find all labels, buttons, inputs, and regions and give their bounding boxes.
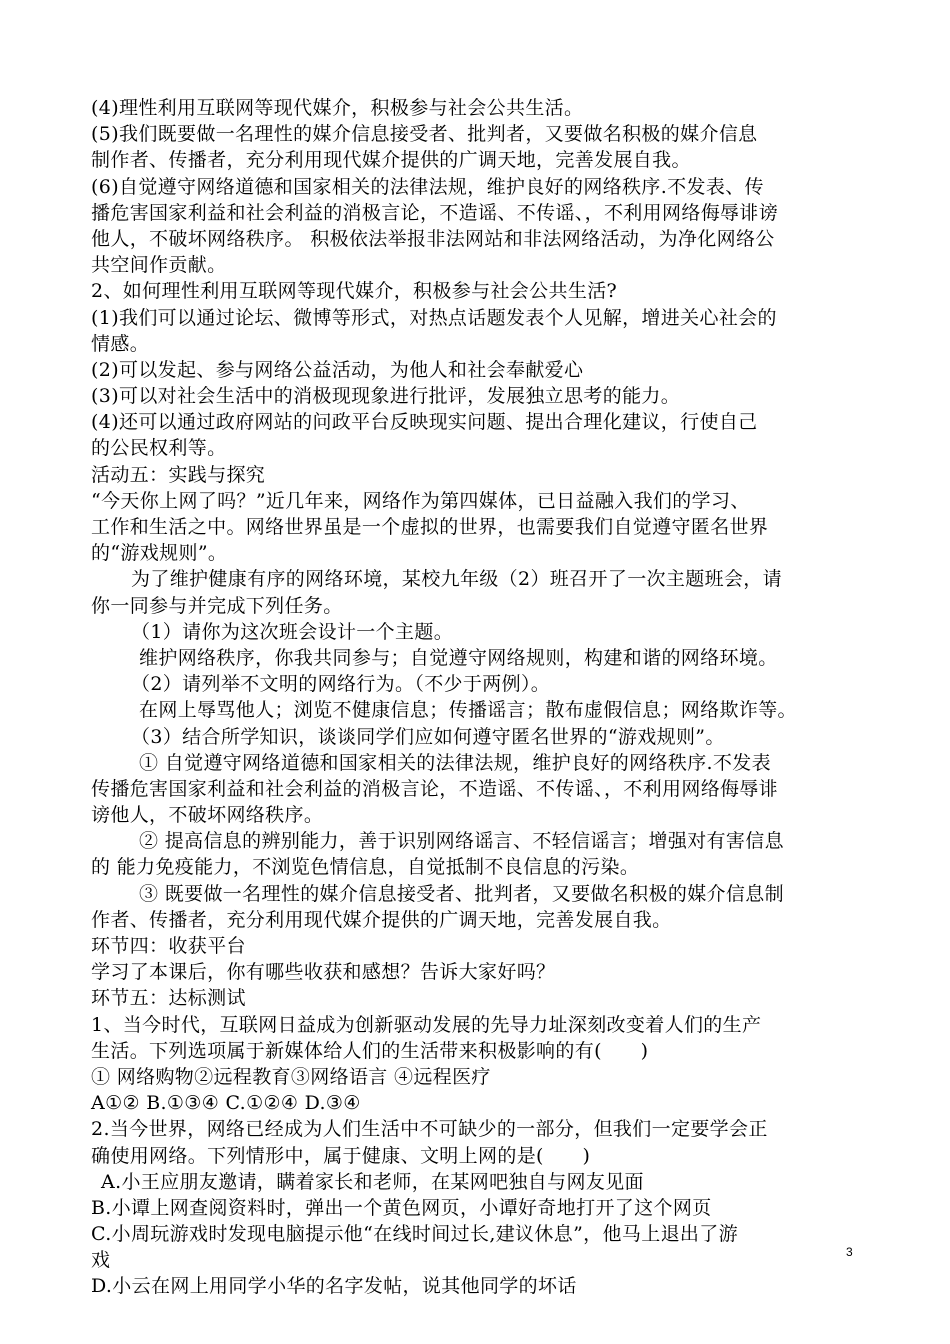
text-line: (6)自觉遵守网络道德和国家相关的法律法规，维护良好的网络秩序.不发表、传 [91,175,764,198]
task-prompt: （1）请你为这次班会设计一个主题。 [131,620,454,643]
text-line: 传播危害国家利益和社会利益的消极言论，不造谣、不传谣、，不利用网络侮辱诽 [91,777,779,800]
text-line: (5)我们既要做一名理性的媒介信息接受者、批判者，又要做名积极的媒介信息 [91,123,758,146]
text-line: 为了维护健康有序的网络环境，某校九年级（2）班召开了一次主题班会，请 [131,568,782,591]
document-body [91,95,861,1300]
text-line: 学习了本课后，你有哪些收获和感想？告诉大家好吗？ [91,961,556,984]
text-line: 他人，不破坏网络秩序。 积极依法举报非法网站和非法网络活动，为净化网络公 [91,227,775,250]
question-option: A.小王应朋友邀请，瞒着家长和老师，在某网吧独自与网友见面 [101,1170,644,1193]
question-text: 1、当今时代，互联网日益成为创新驱动发展的先导力址深刻改变着人们的生产 [91,1013,762,1036]
question-option: B.小谭上网查阅资料时，弹出一个黄色网页，小谭好奇地打开了这个网页 [91,1196,712,1219]
question-option: D.小云在网上用同学小华的名字发帖，说其他同学的坏话 [91,1275,577,1298]
task-answer: 维护网络秩序，你我共同参与；自觉遵守网络规则，构建和谐的网络环境。 [139,646,778,669]
question-option: C.小周玩游戏时发现电脑提示他“在线时间过长,建议休息”，他马上退出了游 [91,1223,738,1246]
task-prompt: （3）结合所学知识，谈谈同学们应如何遵守匿名世界的“游戏规则”。 [131,725,725,748]
question-options: A①② B.①③④ C.①②④ D.③④ [91,1092,361,1115]
text-line: 谤他人，不破坏网络秩序。 [91,804,324,827]
text-line: 工作和生活之中。网络世界虽是一个虚拟的世界，也需要我们自觉遵守匿名世界 [91,516,769,538]
text-line: 制作者、传播者，充分利用现代媒介提供的广调天地，完善发展自我。 [91,149,691,172]
question-text: 生活。下列选项属于新媒体给人们的生活带来积极影响的有( ) [91,1039,649,1062]
text-line: 你一同参与并完成下列任务。 [91,594,343,617]
section-heading: 环节五：达标测试 [91,987,246,1010]
question-text: 确使用网络。下列情形中，属于健康、文明上网的是( ) [91,1144,591,1167]
text-line: (2)可以发起、参与网络公益活动，为他人和社会奉献爱心 [91,358,584,381]
text-line: 的 能力免疫能力，不浏览色情信息，自觉抵制不良信息的污染。 [91,856,640,879]
task-answer: ② 提高信息的辨别能力，善于识别网络谣言、不轻信谣言；增强对有害信息 [139,830,784,853]
question-heading: 2、如何理性利用互联网等现代媒介，积极参与社会公共生活? [91,280,618,303]
page-number: 3 [846,1245,853,1259]
text-line: “今天你上网了吗？”近几年来，网络作为第四媒体，已日益融入我们的学习、 [91,489,750,512]
text-line: (1)我们可以通过论坛、微博等形式，对热点话题发表个人见解，增进关心社会的 [91,306,777,329]
text-line: 的“游戏规则”。 [91,542,228,565]
section-heading: 活动五：实践与探究 [91,463,266,486]
task-prompt: （2）请列举不文明的网络行为。（不少于两例）。 [131,673,551,696]
section-heading: 环节四：收获平台 [91,935,246,957]
text-line: 作者、传播者，充分利用现代媒介提供的广调天地，完善发展自我。 [91,908,672,931]
text-line: (4)还可以通过政府网站的问政平台反映现实问题、提出合理化建议，行使自己 [91,411,758,434]
question-items: ① 网络购物②远程教育③网络语言 ④远程医疗 [91,1065,491,1088]
text-line: (3)可以对社会生活中的消极现现象进行批评，发展独立思考的能力。 [91,385,681,408]
question-option: 戏 [91,1249,111,1272]
text-line: 的公民权利等。 [91,437,227,460]
task-answer: ③ 既要做一名理性的媒介信息接受者、批判者，又要做名积极的媒介信息制 [139,882,784,905]
task-answer: 在网上辱骂他人；浏览不健康信息；传播谣言；散布虚假信息；网络欺诈等。 [139,699,797,722]
text-line: 共空间作贡献。 [91,254,227,277]
text-line: (4)理性利用互联网等现代媒介，积极参与社会公共生活。 [91,97,584,119]
text-line: 情感。 [91,332,150,355]
question-text: 2.当今世界，网络已经成为人们生活中不可缺少的一部分，但我们一定要学会正 [91,1118,768,1141]
text-line: 播危害国家利益和社会利益的消极言论，不造谣、不传谣、，不利用网络侮辱诽谤 [91,201,779,224]
task-answer: ① 自觉遵守网络道德和国家相关的法律法规，维护良好的网络秩序.不发表 [139,751,771,774]
